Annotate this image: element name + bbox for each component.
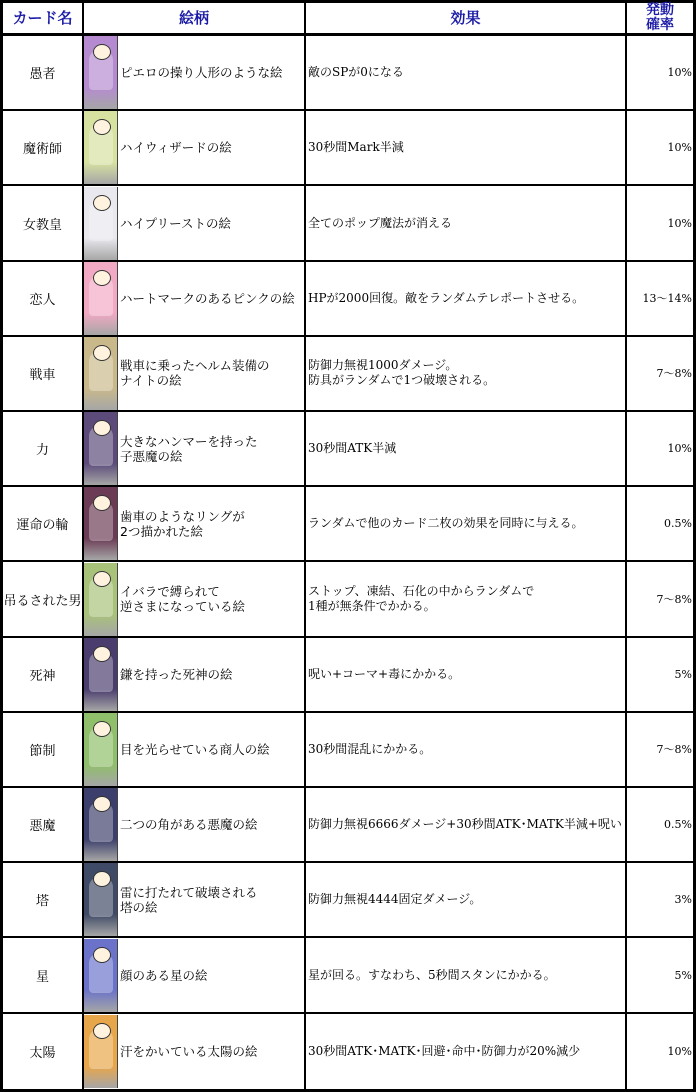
card-art-description: 目を光らせている商人の絵 [120, 741, 270, 757]
card-effect: 防御力無視1000ダメージ。 防具がランダムで1つ破壊される。 [306, 337, 627, 412]
card-thumbnail-icon [84, 563, 118, 636]
table-row [3, 788, 693, 863]
table-row [3, 111, 693, 186]
header-card-name: カード名 [3, 3, 84, 36]
card-art-description: 戦車に乗ったヘルム装備の ナイトの絵 [120, 358, 270, 389]
card-art-cell [84, 638, 306, 713]
card-rate: 10% [627, 186, 693, 261]
card-effect: 30秒間混乱にかかる。 [306, 713, 627, 788]
card-rate: 10% [627, 1014, 693, 1089]
card-art-cell [84, 337, 306, 412]
card-name: 節制 [3, 713, 84, 788]
card-name: 恋人 [3, 262, 84, 337]
card-art-description: 鎌を持った死神の絵 [120, 666, 233, 682]
card-art-cell [84, 111, 306, 186]
card-name: 力 [3, 412, 84, 487]
card-rate: 7〜8% [627, 713, 693, 788]
card-art-cell [84, 562, 306, 637]
header-row [3, 3, 693, 36]
table-row [3, 562, 693, 637]
card-rate: 10% [627, 111, 693, 186]
card-name: 死神 [3, 638, 84, 713]
card-name: 塔 [3, 863, 84, 938]
card-name: 太陽 [3, 1014, 84, 1089]
card-rate: 0.5% [627, 788, 693, 863]
card-effect: 防御力無視6666ダメージ+30秒間ATK･MATK半減+呪い [306, 788, 627, 863]
card-effect: 敵のSPが0になる [306, 36, 627, 111]
card-art-description: 雷に打たれて破壊される 塔の絵 [120, 884, 258, 915]
table-row [3, 262, 693, 337]
card-rate: 3% [627, 863, 693, 938]
card-name: 吊るされた男 [3, 562, 84, 637]
card-rate: 7〜8% [627, 562, 693, 637]
card-thumbnail-icon [84, 262, 118, 335]
card-thumbnail-icon [84, 1015, 118, 1088]
card-thumbnail-icon [84, 939, 118, 1012]
card-art-cell [84, 262, 306, 337]
card-name: 戦車 [3, 337, 84, 412]
card-thumbnail-icon [84, 187, 118, 260]
table-row [3, 938, 693, 1013]
card-effect: 星が回る。すなわち、5秒間スタンにかかる。 [306, 938, 627, 1013]
card-thumbnail-icon [84, 337, 118, 410]
card-art-description: ハイウィザードの絵 [120, 140, 232, 156]
card-art-description: ピエロの操り人形のような絵 [120, 65, 283, 81]
table-row [3, 337, 693, 412]
card-art-cell [84, 186, 306, 261]
table-row [3, 638, 693, 713]
card-art-description: 顔のある星の絵 [120, 967, 208, 983]
header-rate [627, 3, 693, 36]
card-thumbnail-icon [84, 788, 118, 861]
card-art-description: ハートマークのあるピンクの絵 [120, 290, 295, 306]
card-effect: 30秒間ATK･MATK･回避･命中･防御力が20%減少 [306, 1014, 627, 1089]
card-name: 愚者 [3, 36, 84, 111]
table-row [3, 412, 693, 487]
card-rate: 7〜8% [627, 337, 693, 412]
table-row [3, 36, 693, 111]
header-effect: 効果 [306, 3, 627, 36]
card-rate: 0.5% [627, 487, 693, 562]
card-art-description: 二つの角がある悪魔の絵 [120, 817, 258, 833]
card-thumbnail-icon [84, 638, 118, 711]
card-name: 魔術師 [3, 111, 84, 186]
card-thumbnail-icon [84, 487, 118, 560]
card-effect: HPが2000回復。敵をランダムテレポートさせる。 [306, 262, 627, 337]
card-effect: 防御力無視4444固定ダメージ。 [306, 863, 627, 938]
card-thumbnail-icon [84, 111, 118, 184]
card-effect: ストップ、凍結、石化の中からランダムで 1種が無条件でかかる。 [306, 562, 627, 637]
card-thumbnail-icon [84, 713, 118, 786]
card-rate: 5% [627, 938, 693, 1013]
card-rate: 10% [627, 36, 693, 111]
card-thumbnail-icon [84, 412, 118, 485]
header-art: 絵柄 [84, 3, 306, 36]
card-art-cell [84, 938, 306, 1013]
card-art-cell [84, 863, 306, 938]
header-rate-line1: 発動 [646, 2, 674, 18]
card-art-cell [84, 713, 306, 788]
card-effect: 30秒間Mark半減 [306, 111, 627, 186]
card-art-description: 歯車のようなリングが 2つ描かれた絵 [120, 508, 245, 539]
card-art-cell [84, 36, 306, 111]
card-effect: ランダムで他のカード二枚の効果を同時に与える。 [306, 487, 627, 562]
card-name: 悪魔 [3, 788, 84, 863]
card-art-cell [84, 487, 306, 562]
card-art-cell [84, 1014, 306, 1089]
card-name: 女教皇 [3, 186, 84, 261]
table-row [3, 186, 693, 261]
table-row [3, 713, 693, 788]
card-thumbnail-icon [84, 36, 118, 109]
table-row [3, 1014, 693, 1089]
table-row [3, 863, 693, 938]
header-rate-line2: 確率 [646, 17, 674, 33]
card-art-description: 大きなハンマーを持った 子悪魔の絵 [120, 433, 258, 464]
card-effect: 30秒間ATK半減 [306, 412, 627, 487]
table-row [3, 487, 693, 562]
card-name: 星 [3, 938, 84, 1013]
card-rate: 5% [627, 638, 693, 713]
card-effect: 呪い+コーマ+毒にかかる。 [306, 638, 627, 713]
card-art-cell [84, 412, 306, 487]
card-art-description: 汗をかいている太陽の絵 [120, 1043, 258, 1059]
card-name: 運命の輪 [3, 487, 84, 562]
card-effect: 全てのポップ魔法が消える [306, 186, 627, 261]
card-art-cell [84, 788, 306, 863]
card-thumbnail-icon [84, 863, 118, 936]
card-rate: 10% [627, 412, 693, 487]
card-art-description: ハイプリーストの絵 [120, 215, 232, 231]
card-rate: 13〜14% [627, 262, 693, 337]
card-art-description: イバラで縛られて 逆さまになっている絵 [120, 584, 246, 615]
